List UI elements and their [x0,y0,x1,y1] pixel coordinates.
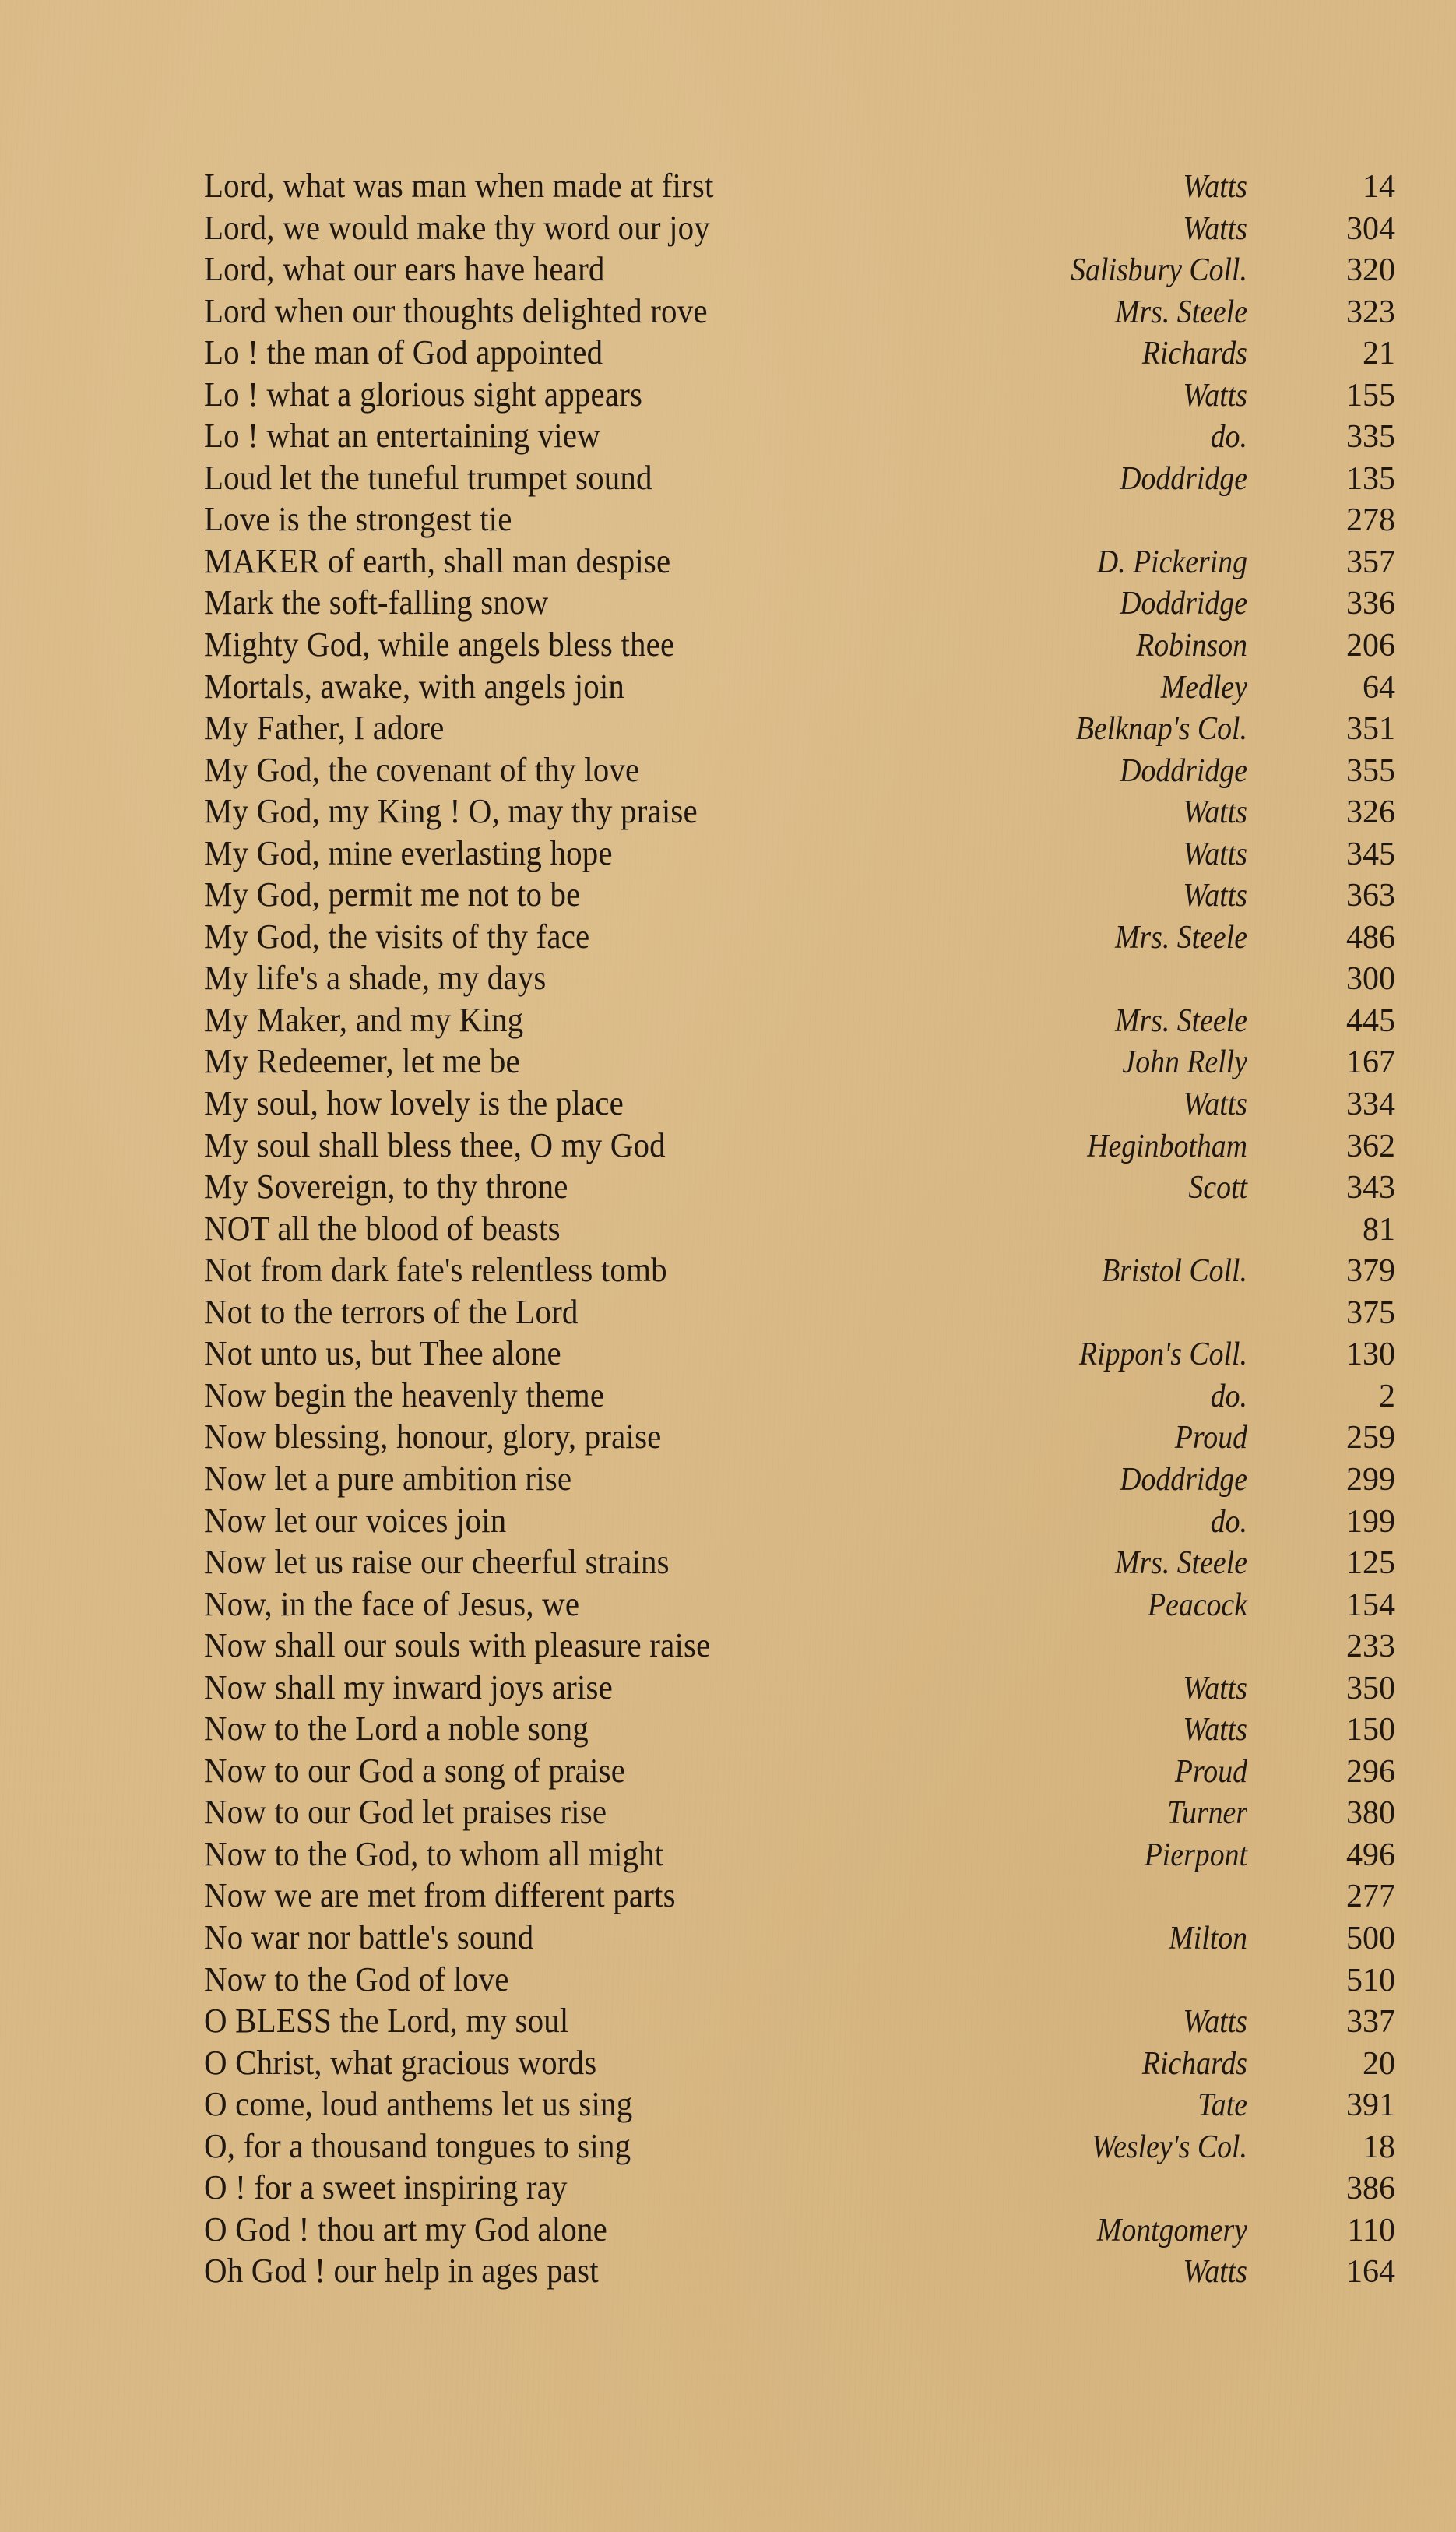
hymn-author: Watts [1183,377,1247,414]
hymn-author: Scott [1188,1170,1247,1206]
hymn-first-line: Mighty God, while angels bless thee [204,625,675,664]
hymn-first-line: Mortals, awake, with angels join [204,667,625,706]
index-row [204,207,1403,249]
hymn-author: Salisbury Coll. [1071,252,1247,289]
index-row [204,999,1403,1041]
hymn-number: 304 [1346,210,1395,247]
index-row [204,1375,1403,1417]
hymn-first-line: NOT all the blood of beasts [204,1209,561,1248]
hymn-number: 350 [1346,1670,1395,1706]
hymn-index [204,165,1403,2292]
index-row [204,165,1403,207]
hymn-author: Robinson [1136,628,1247,664]
hymn-first-line: Now to our God a song of praise [204,1751,626,1790]
hymn-first-line: Now let our voices join [204,1501,507,1540]
hymn-number: 357 [1346,544,1395,580]
hymn-author: Wesley's Col. [1092,2129,1247,2165]
hymn-first-line: O come, loud anthems let us sing [204,2085,633,2124]
hymn-number: 277 [1346,1879,1395,1915]
hymn-author: Watts [1183,2254,1247,2291]
index-row [204,1125,1403,1167]
hymn-first-line: O God ! thou art my God alone [204,2210,607,2249]
index-row [204,1416,1403,1458]
hymn-author: Watts [1183,1670,1247,1706]
hymn-first-line: My God, my King ! O, may thy praise [204,792,698,831]
hymn-number: 18 [1363,2129,1395,2165]
hymn-author: Watts [1183,1086,1247,1123]
index-row [204,1500,1403,1542]
hymn-number: 155 [1346,377,1395,414]
hymn-number: 375 [1346,1294,1395,1331]
hymn-author: Doddridge [1120,1461,1247,1498]
index-row [204,1791,1403,1833]
hymn-number: 154 [1346,1586,1395,1623]
hymn-number: 380 [1346,1795,1395,1832]
hymn-number: 135 [1346,460,1395,497]
hymn-author: Mrs. Steele [1114,919,1247,956]
hymn-first-line: Now shall our souls with pleasure raise [204,1626,711,1665]
index-row [204,1875,1403,1917]
hymn-author: Mrs. Steele [1114,1002,1247,1039]
hymn-first-line: Now to the God, to whom all might [204,1834,664,1873]
hymn-first-line: My God, permit me not to be [204,875,581,914]
hymn-number: 64 [1363,669,1395,706]
index-row [204,332,1403,374]
index-row [204,1291,1403,1333]
hymn-author: Watts [1183,1712,1247,1748]
hymn-first-line: Now we are met from different parts [204,1876,676,1915]
hymn-number: 130 [1346,1336,1395,1373]
hymn-author: Proud [1174,1420,1247,1456]
hymn-first-line: My life's a shade, my days [204,959,547,998]
hymn-first-line: Oh God ! our help in ages past [204,2252,599,2291]
hymn-first-line: My soul, how lovely is the place [204,1084,624,1123]
index-row [204,1041,1403,1083]
index-row [204,582,1403,624]
index-row [204,1166,1403,1208]
hymn-first-line: Not to the terrors of the Lord [204,1292,579,1331]
index-row [204,2167,1403,2209]
hymn-author: Watts [1183,878,1247,914]
hymn-author: Doddridge [1120,752,1247,789]
index-row [204,833,1403,875]
hymn-author: Turner [1167,1795,1247,1832]
hymn-author: Rippon's Coll. [1078,1336,1247,1373]
index-row [204,791,1403,833]
index-row [204,2083,1403,2125]
index-row [204,624,1403,666]
hymn-author: Watts [1183,794,1247,831]
hymn-author: Pierpont [1144,1836,1247,1873]
hymn-author: Watts [1183,836,1247,872]
hymn-number: 391 [1346,2087,1395,2124]
hymn-author: Bristol Coll. [1102,1253,1247,1290]
hymn-number: 81 [1363,1211,1395,1248]
hymn-author: do. [1210,419,1247,456]
hymn-author: do. [1210,1503,1247,1540]
hymn-author: John Relly [1122,1044,1247,1081]
hymn-number: 326 [1346,794,1395,831]
hymn-author: Richards [1141,2045,1247,2082]
index-row [204,374,1403,416]
hymn-number: 164 [1346,2254,1395,2291]
index-row [204,291,1403,333]
hymn-first-line: Love is the strongest tie [204,500,512,539]
hymn-number: 386 [1346,2171,1395,2207]
index-row [204,1458,1403,1500]
hymn-number: 14 [1363,169,1395,205]
index-row [204,2250,1403,2292]
hymn-number: 110 [1347,2212,1395,2249]
hymn-number: 323 [1346,294,1395,330]
hymn-author: D. Pickering [1096,544,1247,580]
hymn-author: Tate [1198,2087,1247,2124]
hymn-first-line: Lord when our thoughts delighted rove [204,291,708,330]
hymn-author: Doddridge [1120,586,1247,622]
hymn-author: Doddridge [1120,460,1247,497]
index-row [204,1833,1403,1875]
hymn-number: 167 [1346,1044,1395,1081]
hymn-number: 355 [1346,752,1395,789]
hymn-number: 125 [1346,1545,1395,1582]
index-row [204,1959,1403,2001]
hymn-first-line: Now, in the face of Jesus, we [204,1584,580,1623]
index-row [204,541,1403,583]
hymn-number: 320 [1346,252,1395,289]
hymn-first-line: Now blessing, honour, glory, praise [204,1417,662,1456]
hymn-first-line: No war nor battle's sound [204,1917,534,1956]
hymn-first-line: My Maker, and my King [204,1000,524,1039]
hymn-first-line: Lord, what was man when made at first [204,167,714,205]
hymn-number: 500 [1346,1920,1395,1956]
hymn-first-line: MAKER of earth, shall man despise [204,541,671,580]
hymn-number: 336 [1346,586,1395,622]
index-row [204,1583,1403,1625]
hymn-number: 351 [1346,711,1395,748]
hymn-number: 510 [1346,1962,1395,1998]
hymn-author: Watts [1183,169,1247,205]
hymn-first-line: Now to the God of love [204,1960,509,1998]
index-row [204,457,1403,499]
hymn-number: 278 [1346,502,1395,539]
hymn-number: 445 [1346,1002,1395,1039]
hymn-author: Mrs. Steele [1114,1545,1247,1582]
hymn-number: 334 [1346,1086,1395,1123]
hymn-number: 299 [1346,1461,1395,1498]
index-row [204,874,1403,916]
index-row [204,1750,1403,1792]
hymn-first-line: Now let a pure ambition rise [204,1459,572,1498]
hymn-number: 20 [1363,2045,1395,2082]
hymn-first-line: O BLESS the Lord, my soul [204,2002,569,2041]
hymn-author: Milton [1169,1920,1247,1956]
hymn-number: 300 [1346,961,1395,998]
hymn-number: 486 [1346,919,1395,956]
hymn-first-line: My Redeemer, let me be [204,1042,520,1081]
hymn-author: Richards [1141,336,1247,372]
hymn-first-line: Lo ! what an entertaining view [204,417,600,456]
hymn-first-line: My soul shall bless thee, O my God [204,1125,666,1164]
hymn-first-line: Now to our God let praises rise [204,1793,607,1832]
index-row [204,248,1403,291]
hymn-first-line: O Christ, what gracious words [204,2043,597,2082]
hymn-number: 233 [1346,1629,1395,1665]
hymn-number: 496 [1346,1836,1395,1873]
hymn-first-line: Lord, we would make thy word our joy [204,208,710,247]
index-row [204,749,1403,791]
index-row [204,957,1403,999]
hymn-author: Mrs. Steele [1114,294,1247,330]
index-row [204,666,1403,708]
hymn-author: Medley [1160,669,1247,706]
hymn-first-line: Lo ! the man of God appointed [204,333,603,372]
hymn-first-line: My God, mine everlasting hope [204,833,613,872]
hymn-first-line: Lord, what our ears have heard [204,250,605,289]
hymn-first-line: Loud let the tuneful trumpet sound [204,458,652,497]
hymn-number: 296 [1346,1753,1395,1790]
hymn-number: 362 [1346,1128,1395,1164]
hymn-first-line: Not from dark fate's relentless tomb [204,1251,667,1290]
hymn-first-line: Now begin the heavenly theme [204,1375,605,1414]
hymn-first-line: O ! for a sweet inspiring ray [204,2168,568,2207]
hymn-author: Montgomery [1096,2212,1247,2249]
hymn-first-line: O, for a thousand tongues to sing [204,2126,631,2165]
index-row [204,415,1403,457]
hymn-first-line: Not unto us, but Thee alone [204,1334,561,1373]
hymn-first-line: My God, the visits of thy face [204,917,590,956]
index-row [204,1083,1403,1125]
hymn-number: 363 [1346,878,1395,914]
hymn-first-line: Mark the soft-falling snow [204,583,549,622]
hymn-author: Proud [1174,1753,1247,1790]
hymn-author: Peacock [1147,1586,1247,1623]
hymn-number: 337 [1346,2004,1395,2041]
index-row [204,707,1403,749]
index-row [204,1708,1403,1750]
hymn-number: 343 [1346,1170,1395,1206]
hymn-first-line: My Father, I adore [204,709,445,748]
index-row [204,1333,1403,1375]
hymn-number: 21 [1363,336,1395,372]
hymn-number: 379 [1346,1253,1395,1290]
hymn-first-line: Lo ! what a glorious sight appears [204,375,643,414]
index-row [204,1249,1403,1291]
index-row [204,1625,1403,1667]
hymn-author: Belknap's Col. [1075,711,1247,748]
hymn-first-line: Now to the Lord a noble song [204,1710,589,1748]
hymn-number: 2 [1379,1378,1395,1414]
index-row [204,2042,1403,2084]
index-row [204,2209,1403,2251]
hymn-first-line: Now shall my inward joys arise [204,1667,613,1706]
hymn-author: do. [1210,1378,1247,1414]
hymn-first-line: My Sovereign, to thy throne [204,1167,568,1206]
hymn-number: 206 [1346,628,1395,664]
index-row [204,1208,1403,1250]
hymn-number: 259 [1346,1420,1395,1456]
index-row [204,916,1403,958]
hymn-number: 150 [1346,1712,1395,1748]
index-row [204,1541,1403,1583]
hymn-number: 345 [1346,836,1395,872]
index-row [204,2000,1403,2042]
hymn-author: Heginbotham [1087,1128,1247,1164]
hymn-author: Watts [1183,210,1247,247]
index-row [204,2125,1403,2168]
hymn-number: 335 [1346,419,1395,456]
index-row [204,498,1403,541]
hymn-first-line: Now let us raise our cheerful strains [204,1543,670,1582]
hymn-author: Watts [1183,2004,1247,2041]
index-row [204,1917,1403,1959]
hymn-first-line: My God, the covenant of thy love [204,750,640,789]
hymn-number: 199 [1346,1503,1395,1540]
index-row [204,1667,1403,1709]
